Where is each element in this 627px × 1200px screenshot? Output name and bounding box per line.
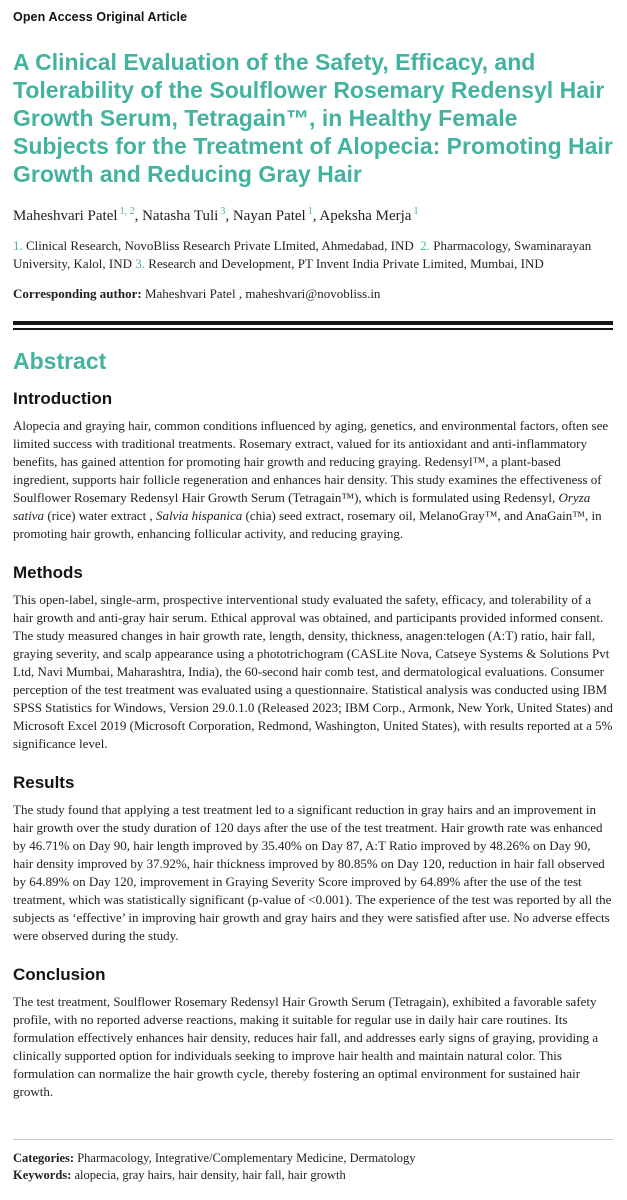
author-name-4: , Apeksha Merja xyxy=(312,208,412,224)
corresponding-author-email[interactable]: maheshvari@novobliss.in xyxy=(245,286,381,301)
section-heading-results: Results xyxy=(13,773,75,792)
affiliation-text-1: Clinical Research, NovoBliss Research Private LImited, Ahmedabad, IND xyxy=(26,238,414,253)
species-name-oryza-sativa: Oryza sativa xyxy=(13,490,591,523)
introduction-paragraph xyxy=(13,417,613,543)
keywords-line xyxy=(13,1167,613,1184)
header-divider xyxy=(13,321,613,330)
categories-label: Categories: xyxy=(13,1151,75,1165)
conclusion-paragraph: The test treatment, Soulflower Rosemary Redensyl Hair Growth Serum (Tetragain), exhibited a favorable safety profile, with no reported adverse reactions, making it suitable for regular use in daily hair care routines. Its formulation effectively enhances hair density, reduces hair fall, and addresses early signs of graying, providing a clinically supported option for individuals seeking to improve hair health and maintain natural color. This formulation can normalize the hair growth cycle, thereby fostering an optimal environment for sustained hair growth. xyxy=(13,994,599,1099)
categories-line xyxy=(13,1150,613,1167)
section-heading-conclusion: Conclusion xyxy=(13,965,106,984)
affiliation-number-1: 1. xyxy=(13,238,23,253)
introduction-text-2: (rice) water extract , xyxy=(44,508,156,523)
author-affiliation-sup-1: 1, 2 xyxy=(119,206,135,217)
corresponding-author-label: Corresponding author: xyxy=(13,286,142,301)
author-name-3: , Nayan Patel xyxy=(225,208,306,224)
corresponding-author-name: Maheshvari Patel , xyxy=(144,286,246,301)
author-affiliation-sup-3: 1 xyxy=(307,206,313,217)
author-affiliation-sup-4: 1 xyxy=(413,206,419,217)
affiliation-text-3: Research and Development, PT Invent India Private Limited, Mumbai, IND xyxy=(148,256,544,271)
article-footer xyxy=(13,1139,613,1184)
affiliation-text-2: Pharmacology, Swaminarayan University, Kalol, IND xyxy=(13,238,592,271)
affiliations-line xyxy=(13,237,613,273)
author-affiliation-sup-2: 3 xyxy=(220,206,226,217)
species-name-salvia-hispanica: Salvia hispanica xyxy=(155,508,243,523)
section-heading-methods: Methods xyxy=(13,563,83,582)
author-name-1: Maheshvari Patel xyxy=(13,208,118,224)
article-title: A Clinical Evaluation of the Safety, Efficacy, and Tolerability of the Soulflower Rosemary Redensyl Hair Growth Serum, Tetragain™, in Healthy Female Subjects for the Treatment of Alopecia: Promoting Hair Growth and Reducing Gray Hair xyxy=(13,49,613,187)
affiliation-number-2: 2. xyxy=(420,238,430,253)
author-name-2: , Natasha Tuli xyxy=(134,208,219,224)
results-paragraph: The study found that applying a test treatment led to a significant reduction in gray hairs and an improvement in hair growth over the study duration of 120 days after the use of the test treatment. Hair growth rate was enhanced by 46.71% on Day 90, hair length improved by 35.40% on Day 87, A:T Ratio improved by 48.26% on Day 90, hair density improved by 37.92%, hair thickness improved by 80.85% on Day 120, reduction in hair fall observed by 64.89% on Day 120, improvement in Graying Severity Score improved by 64.89% after the use of the test treatment, which was statistically significant (p-value of <0.001). The experience of the test was reported by all the subjects as ‘effective’ in improving hair growth and gray hairs and they were satisfied after use. No adverse effects were observed during the study. xyxy=(13,802,612,943)
section-heading-introduction: Introduction xyxy=(13,389,113,408)
author-line xyxy=(13,206,613,225)
introduction-text-3: (chia) seed extract, rosemary oil, MelanoGray™, and AnaGain™, in promoting hair growth, enhancing follicular activity, and reducing graying. xyxy=(13,508,602,541)
keywords-value: alopecia, gray hairs, hair density, hair fall, hair growth xyxy=(71,1168,346,1182)
methods-paragraph: This open-label, single-arm, prospective interventional study evaluated the safety, efficacy, and tolerability of a hair growth and anti-gray hair serum. Ethical approval was obtained, and participants provided informed consent. The study measured changes in hair growth rate, length, density, thickness, anagen:telogen (A:T) ratio, hair fall, graying severity, and scalp appearance using a phototrichogram (CASLite Nova, Catseye Systems & Solutions Pvt Ltd, Navi Mumbai, Maharashtra, India), the 60-second hair comb test, and dermatological evaluations. Consumer perception of the test treatment was evaluated using a questionnaire. Statistical analysis was conducted using IBM SPSS Statistics for Windows, Version 29.0.1.0 (Released 2023; IBM Corp., Armonk, New York, United States) and Microsoft Excel 2019 (Microsoft Corporation, Redmond, Washington, United States), with results reported at a 5% significance level. xyxy=(13,592,613,751)
introduction-text-1: Alopecia and graying hair, common conditions influenced by aging, genetics, and environmental factors, often see limited success with traditional treatments. Rosemary extract, valued for its antioxidant and anti-inflammatory benefits, has gained attention for promoting hair growth and reducing graying. Redensyl™, a plant-based ingredient, supports hair follicle regeneration and enhances hair density. This study examines the effectiveness of Soulflower Rosemary Redensyl Hair Growth Serum (Tetragain™), which is formulated using Redensyl, xyxy=(13,418,609,505)
corresponding-author-line xyxy=(13,285,613,303)
article-type-label: Open Access Original Article xyxy=(13,10,188,24)
categories-value: Pharmacology, Integrative/Complementary Medicine, Dermatology xyxy=(74,1151,416,1165)
affiliation-number-3: 3. xyxy=(135,256,146,271)
keywords-label: Keywords: xyxy=(13,1168,72,1182)
abstract-heading: Abstract xyxy=(13,348,107,374)
